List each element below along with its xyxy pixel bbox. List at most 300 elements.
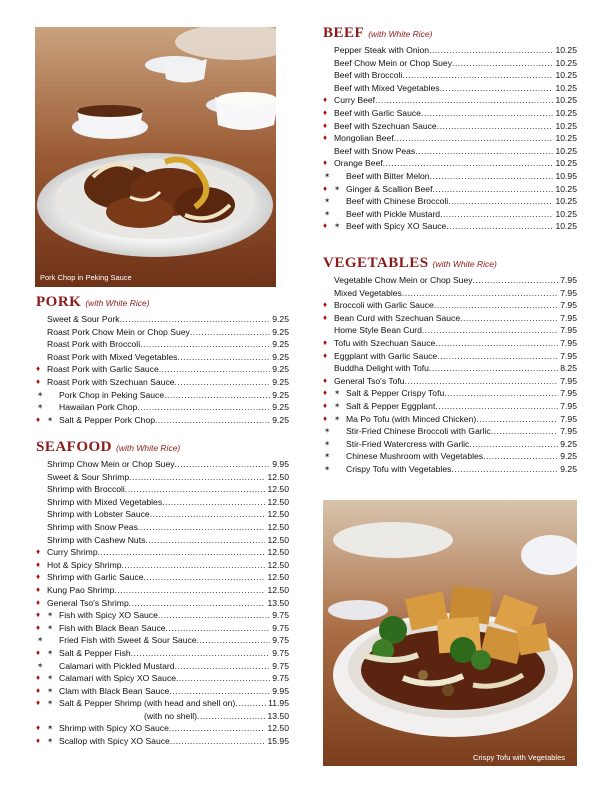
leader-dots <box>175 660 271 673</box>
menu-item-name: General Tso's Shrimp <box>47 597 129 608</box>
leader-dots <box>175 376 271 389</box>
hot-pepper-icon: ♦ <box>36 584 41 594</box>
menu-item-name: Pork Chop in Peking Sauce <box>59 389 165 400</box>
leader-dots <box>125 483 266 496</box>
menu-item-name: Hot & Spicy Shrimp <box>47 559 122 570</box>
leader-dots <box>452 57 553 70</box>
menu-item-price: 10.95 <box>555 170 577 181</box>
hot-pepper-icon: ♦ <box>323 375 328 385</box>
leader-dots <box>491 425 559 438</box>
leader-dots <box>131 647 271 660</box>
chef-special-icon: ✶ <box>324 463 331 473</box>
menu-item-name: Mongolian Beef <box>334 133 394 144</box>
menu-item <box>36 414 289 427</box>
beef-title: BEEF <box>323 25 365 41</box>
menu-item-name: Beef with Garlic Sauce <box>334 107 421 118</box>
hot-pepper-icon: ♦ <box>323 300 328 310</box>
hot-pepper-icon: ♦ <box>323 183 328 193</box>
pork-section <box>36 294 289 426</box>
hot-pepper-icon: ♦ <box>323 221 328 231</box>
menu-item-price: 10.25 <box>555 45 577 55</box>
leader-dots <box>430 170 554 183</box>
hot-pepper-icon: ♦ <box>36 559 41 569</box>
leader-dots <box>440 82 554 95</box>
menu-item-name: Roast Pork with Mixed Vegetables <box>47 351 178 362</box>
menu-item-price: 12.50 <box>267 559 289 570</box>
menu-item-name: Salt & Pepper Pork Chop <box>59 414 156 425</box>
hot-pepper-icon: ♦ <box>323 312 328 322</box>
menu-item-price: 10.25 <box>555 158 577 169</box>
seafood-heading <box>36 439 289 458</box>
menu-item <box>36 546 289 559</box>
menu-item <box>323 324 577 337</box>
chef-special-icon: ✶ <box>47 698 54 708</box>
menu-item-price: 10.25 <box>555 82 577 93</box>
menu-item-name: Beef with Szechuan Sauce <box>334 120 437 131</box>
menu-item <box>36 389 289 402</box>
menu-item <box>323 463 577 476</box>
beef-subtitle: (with White Rice) <box>368 29 433 39</box>
leader-dots <box>177 351 270 364</box>
hot-pepper-icon: ♦ <box>36 723 41 733</box>
menu-item-name: Sweet & Sour Shrimp <box>47 471 130 482</box>
menu-item-name: Curry Shrimp <box>47 547 98 558</box>
leader-dots <box>437 350 558 363</box>
menu-item-name: Kung Pao Shrimp <box>47 584 115 595</box>
menu-item-price: 9.25 <box>560 438 577 449</box>
menu-item-name: Beef with Pickle Mustard <box>346 208 441 219</box>
chef-special-icon: ✶ <box>37 635 44 645</box>
menu-item-name: Stir-Fried Watercress with Garlic <box>346 438 470 449</box>
menu-item-price: 12.50 <box>267 521 289 532</box>
menu-item-name: Fried Fish with Sweet & Sour Sauce <box>59 635 197 646</box>
menu-item-price: 15.95 <box>267 736 289 747</box>
chef-special-icon: ✶ <box>324 196 331 206</box>
menu-item-name: Shrimp with Spicy XO Sauce <box>59 723 169 734</box>
menu-item-price: 7.95 <box>560 426 577 437</box>
hot-pepper-icon: ♦ <box>36 597 41 607</box>
menu-item-price: 7.95 <box>560 375 577 386</box>
menu-item-price: 9.25 <box>272 376 289 387</box>
leader-dots <box>421 107 554 120</box>
leader-dots <box>162 496 265 509</box>
menu-item <box>36 685 289 698</box>
menu-item-price: 9.75 <box>272 660 289 671</box>
beef-heading <box>323 25 577 44</box>
menu-item-name: Chinese Mushroom with Vegetables <box>346 451 484 462</box>
hot-pepper-icon: ♦ <box>36 376 41 386</box>
vegetables-title: VEGETABLES <box>323 255 429 271</box>
hot-pepper-icon: ♦ <box>36 572 41 582</box>
pork-list <box>36 313 289 426</box>
menu-item <box>36 338 289 351</box>
menu-item <box>36 597 289 610</box>
menu-item-price: 10.25 <box>555 145 577 156</box>
leader-dots <box>175 458 271 471</box>
menu-item <box>323 350 577 363</box>
menu-item <box>36 672 289 685</box>
menu-item-name: Shrimp with Lobster Sauce <box>47 509 150 520</box>
menu-item-name: Beef Chow Mein or Chop Suey <box>334 57 452 68</box>
chef-special-icon: ✶ <box>47 610 54 620</box>
leader-dots <box>197 710 265 723</box>
hot-pepper-icon: ♦ <box>323 337 328 347</box>
menu-item-price: 12.50 <box>267 534 289 545</box>
chef-special-icon: ✶ <box>334 183 341 193</box>
chef-special-icon: ✶ <box>37 389 44 399</box>
menu-item-price: 9.25 <box>272 339 289 350</box>
leader-dots <box>402 287 558 300</box>
menu-item-name: Shrimp Chow Mein or Chop Suey <box>47 459 175 469</box>
menu-item <box>323 312 577 325</box>
menu-item <box>36 571 289 584</box>
menu-item-price: 9.95 <box>272 685 289 696</box>
hot-pepper-icon: ♦ <box>36 364 41 374</box>
menu-item <box>36 313 289 326</box>
menu-item-price: 12.50 <box>267 484 289 495</box>
menu-item-name: Calamari with Pickled Mustard <box>59 660 175 671</box>
leader-dots <box>435 400 558 413</box>
crispy-tofu-photo <box>323 500 577 766</box>
menu-item-name: Clam with Black Bean Sauce <box>59 685 170 696</box>
menu-item-name: Hawaiian Pork Chop <box>59 402 138 413</box>
menu-item-price: 13.50 <box>267 710 289 721</box>
menu-item <box>36 584 289 597</box>
vegetables-subtitle: (with White Rice) <box>432 259 497 269</box>
menu-item <box>36 609 289 622</box>
chef-special-icon: ✶ <box>47 673 54 683</box>
menu-item <box>323 400 577 413</box>
menu-item <box>36 521 289 534</box>
pork-subtitle: (with White Rice) <box>85 298 150 308</box>
menu-item <box>323 425 577 438</box>
chef-special-icon: ✶ <box>324 451 331 461</box>
pork-heading <box>36 294 289 313</box>
menu-item <box>323 337 577 350</box>
leader-dots <box>137 401 270 414</box>
menu-item-name: Beef with Broccoli <box>334 70 403 81</box>
menu-item-price: 7.95 <box>560 337 577 348</box>
menu-item-name: Salt & Pepper Fish <box>59 647 131 658</box>
menu-item-price: 10.25 <box>555 221 577 232</box>
menu-item <box>36 401 289 414</box>
leader-dots <box>405 375 559 388</box>
menu-item-price: 10.25 <box>555 70 577 81</box>
leader-dots <box>155 414 270 427</box>
leader-dots <box>476 413 558 426</box>
hot-pepper-icon: ♦ <box>36 685 41 695</box>
menu-item-name: Roast Pork with Broccoli <box>47 339 141 350</box>
leader-dots <box>114 584 265 597</box>
menu-item-name: Roast Pork with Garlic Sauce <box>47 364 159 375</box>
menu-item-price: 10.25 <box>555 95 577 106</box>
menu-item-price: 10.25 <box>555 183 577 194</box>
leader-dots <box>444 387 558 400</box>
leader-dots <box>169 722 266 735</box>
hot-pepper-icon: ♦ <box>36 610 41 620</box>
hot-pepper-icon: ♦ <box>36 622 41 632</box>
leader-dots <box>138 521 266 534</box>
menu-item <box>36 351 289 364</box>
chef-special-icon: ✶ <box>334 388 341 398</box>
menu-item <box>323 170 577 183</box>
menu-item <box>323 69 577 82</box>
leader-dots <box>448 195 553 208</box>
menu-item-price: 7.95 <box>560 287 577 298</box>
menu-item <box>36 697 289 710</box>
menu-item <box>36 534 289 547</box>
chef-special-icon: ✶ <box>324 170 331 180</box>
menu-item-price: 9.25 <box>560 451 577 462</box>
menu-item <box>323 120 577 133</box>
menu-item-price: 12.50 <box>267 509 289 520</box>
menu-item <box>36 471 289 484</box>
hot-pepper-icon: ♦ <box>323 120 328 130</box>
menu-item-name: Roast Pork Chow Mein or Chop Suey <box>47 326 190 337</box>
menu-item <box>36 458 289 471</box>
hot-pepper-icon: ♦ <box>323 95 328 105</box>
chef-special-icon: ✶ <box>37 660 44 670</box>
chef-special-icon: ✶ <box>47 622 54 632</box>
menu-item <box>36 622 289 635</box>
leader-dots <box>383 157 554 170</box>
leader-dots <box>429 44 553 57</box>
menu-item <box>36 660 289 673</box>
menu-item-price: 7.95 <box>560 388 577 399</box>
menu-item <box>323 299 577 312</box>
seafood-subtitle: (with White Rice) <box>116 443 181 453</box>
leader-dots <box>235 697 266 710</box>
menu-item-name: Scallop with Spicy XO Sauce <box>59 736 170 747</box>
leader-dots <box>140 338 270 351</box>
menu-item <box>323 94 577 107</box>
menu-item <box>323 208 577 221</box>
leader-dots <box>402 69 553 82</box>
menu-item <box>323 57 577 70</box>
leader-dots <box>415 145 553 158</box>
leader-dots <box>170 735 266 748</box>
chef-special-icon: ✶ <box>334 221 341 231</box>
menu-item-name: Curry Beef <box>334 95 376 106</box>
menu-item-name: Bean Curd with Szechuan Sauce <box>334 312 461 323</box>
menu-item-name: Shrimp with Snow Peas <box>47 521 138 532</box>
menu-item-name: Salt & Pepper Shrimp (with head and shell on) <box>59 698 236 709</box>
beef-list <box>323 44 577 233</box>
vegetables-heading <box>323 255 577 274</box>
leader-dots <box>432 183 553 196</box>
menu-item <box>323 145 577 158</box>
menu-item-name: Beef with Bitter Melon <box>346 170 430 181</box>
leader-dots <box>164 389 270 402</box>
menu-item-name: Beef with Chinese Broccoli <box>346 196 449 207</box>
leader-dots <box>129 597 266 610</box>
menu-item-name: (with no shell) <box>144 710 198 721</box>
menu-item-price: 12.50 <box>267 572 289 583</box>
menu-item-name: Shrimp with Broccoli <box>47 484 125 495</box>
hot-pepper-icon: ♦ <box>323 413 328 423</box>
menu-item-price: 11.95 <box>268 698 289 709</box>
chef-special-icon: ✶ <box>324 208 331 218</box>
pork-title: PORK <box>36 294 82 310</box>
menu-item-price: 7.95 <box>560 413 577 424</box>
pork-chop-illustration <box>35 27 276 287</box>
hot-pepper-icon: ♦ <box>36 414 41 424</box>
chef-special-icon: ✶ <box>47 723 54 733</box>
menu-item-price: 9.25 <box>272 351 289 362</box>
menu-item-price: 9.75 <box>272 635 289 646</box>
hot-pepper-icon: ♦ <box>36 547 41 557</box>
chef-special-icon: ✶ <box>334 413 341 423</box>
menu-item <box>323 157 577 170</box>
menu-item-name: Crispy Tofu with Vegetables <box>346 463 452 474</box>
menu-item <box>323 274 577 287</box>
hot-pepper-icon: ♦ <box>36 698 41 708</box>
menu-item <box>36 559 289 572</box>
menu-item <box>36 634 289 647</box>
menu-item <box>323 287 577 300</box>
hot-pepper-icon: ♦ <box>323 133 328 143</box>
menu-item <box>323 195 577 208</box>
leader-dots <box>169 685 270 698</box>
menu-item <box>36 508 289 521</box>
vegetables-list <box>323 274 577 476</box>
menu-item-name: Beef with Snow Peas <box>334 145 416 156</box>
menu-item-price: 9.25 <box>272 402 289 413</box>
menu-item <box>323 183 577 196</box>
menu-item-price: 12.50 <box>267 471 289 482</box>
menu-item-name: Vegetable Chow Mein or Chop Suey <box>334 275 473 285</box>
seafood-section <box>36 439 289 748</box>
pork-photo-caption: Pork Chop in Peking Sauce <box>40 273 132 282</box>
leader-dots <box>143 571 265 584</box>
menu-item <box>36 326 289 339</box>
menu-item-name: Beef with Spicy XO Sauce <box>346 221 447 232</box>
menu-item-name: Calamari with Spicy XO Sauce <box>59 673 177 684</box>
menu-item-name: Stir-Fried Chinese Broccoli with Garlic <box>346 426 491 437</box>
menu-item <box>323 362 577 375</box>
menu-item-price: 9.25 <box>272 389 289 400</box>
hot-pepper-icon: ♦ <box>323 350 328 360</box>
leader-dots <box>483 450 558 463</box>
seafood-title: SEAFOOD <box>36 439 113 455</box>
menu-item-name: Broccoli with Garlic Sauce <box>334 300 434 311</box>
menu-item <box>36 483 289 496</box>
menu-item-price: 12.50 <box>267 723 289 734</box>
hot-pepper-icon: ♦ <box>36 673 41 683</box>
menu-item-name: Ma Po Tofu (with Minced Chicken) <box>346 413 477 424</box>
leader-dots <box>434 299 558 312</box>
menu-item <box>323 132 577 145</box>
leader-dots <box>451 463 558 476</box>
leader-dots <box>159 363 271 376</box>
hot-pepper-icon: ♦ <box>323 388 328 398</box>
leader-dots <box>190 326 270 339</box>
menu-item-price: 9.25 <box>272 326 289 337</box>
chef-special-icon: ✶ <box>47 414 54 424</box>
menu-item-price: 9.75 <box>272 610 289 621</box>
menu-item-price: 12.50 <box>267 496 289 507</box>
menu-item-name: Salt & Pepper Crispy Tofu <box>346 388 445 399</box>
menu-item-name: General Tso's Tofu <box>334 375 405 386</box>
leader-dots <box>437 120 554 133</box>
menu-item-price: 10.25 <box>555 120 577 131</box>
vegetables-section <box>323 255 577 476</box>
leader-dots <box>473 274 559 287</box>
menu-item <box>323 387 577 400</box>
menu-item-price: 7.95 <box>560 300 577 311</box>
menu-item-price: 9.75 <box>272 673 289 684</box>
menu-item-name: Pepper Steak with Onion <box>334 45 430 55</box>
menu-item-name: Roast Pork with Szechuan Sauce <box>47 376 175 387</box>
menu-item <box>36 363 289 376</box>
menu-item <box>323 107 577 120</box>
leader-dots <box>122 559 266 572</box>
leader-dots <box>166 622 271 635</box>
menu-item-price: 9.25 <box>272 314 289 324</box>
menu-item <box>36 496 289 509</box>
menu-item <box>36 735 289 748</box>
chef-special-icon: ✶ <box>324 426 331 436</box>
chef-special-icon: ✶ <box>47 736 54 746</box>
chef-special-icon: ✶ <box>37 402 44 412</box>
menu-item-price: 10.25 <box>555 133 577 144</box>
leader-dots <box>435 337 558 350</box>
menu-item-price: 7.95 <box>560 400 577 411</box>
menu-item-name: Home Style Bean Curd <box>334 325 422 336</box>
menu-item-price: 9.95 <box>272 459 289 469</box>
chef-special-icon: ✶ <box>324 438 331 448</box>
menu-item-name: Fish with Black Bean Sauce <box>59 622 166 633</box>
menu-item-name: Orange Beef <box>334 158 383 169</box>
menu-item-name: Beef with Mixed Vegetables <box>334 82 440 93</box>
menu-item-name: Ginger & Scallion Beef <box>346 183 433 194</box>
leader-dots <box>394 132 554 145</box>
menu-item-name: Eggplant with Garlic Sauce <box>334 350 438 361</box>
menu-item-price: 10.25 <box>555 57 577 68</box>
menu-item-price: 9.75 <box>272 622 289 633</box>
hot-pepper-icon: ♦ <box>323 400 328 410</box>
menu-item-price: 9.25 <box>272 414 289 425</box>
menu-item <box>36 647 289 660</box>
menu-item-price: 10.25 <box>555 196 577 207</box>
tofu-photo-caption: Crispy Tofu with Vegetables <box>473 753 565 762</box>
leader-dots <box>197 634 271 647</box>
menu-item-price: 12.50 <box>267 547 289 558</box>
menu-item-price: 13.50 <box>267 597 289 608</box>
menu-item <box>323 450 577 463</box>
menu-item-price: 12.50 <box>267 584 289 595</box>
leader-dots <box>176 672 270 685</box>
menu-item-price: 7.95 <box>560 275 577 285</box>
menu-item-name: Shrimp with Garlic Sauce <box>47 572 144 583</box>
beef-section <box>323 25 577 233</box>
crispy-tofu-illustration <box>323 500 577 766</box>
menu-item-price: 9.75 <box>272 647 289 658</box>
menu-item <box>36 722 289 735</box>
hot-pepper-icon: ♦ <box>36 647 41 657</box>
seafood-list <box>36 458 289 748</box>
menu-item-name: Shrimp with Mixed Vegetables <box>47 496 163 507</box>
leader-dots <box>158 609 270 622</box>
menu-item-price: 9.25 <box>560 463 577 474</box>
menu-item <box>323 44 577 57</box>
menu-item-price: 10.25 <box>555 208 577 219</box>
menu-item-price: 9.25 <box>272 364 289 375</box>
leader-dots <box>145 534 265 547</box>
menu-item-name: Buddha Delight with Tofu <box>334 363 429 374</box>
menu-item-name: Mixed Vegetables <box>334 287 402 298</box>
leader-dots <box>129 471 265 484</box>
